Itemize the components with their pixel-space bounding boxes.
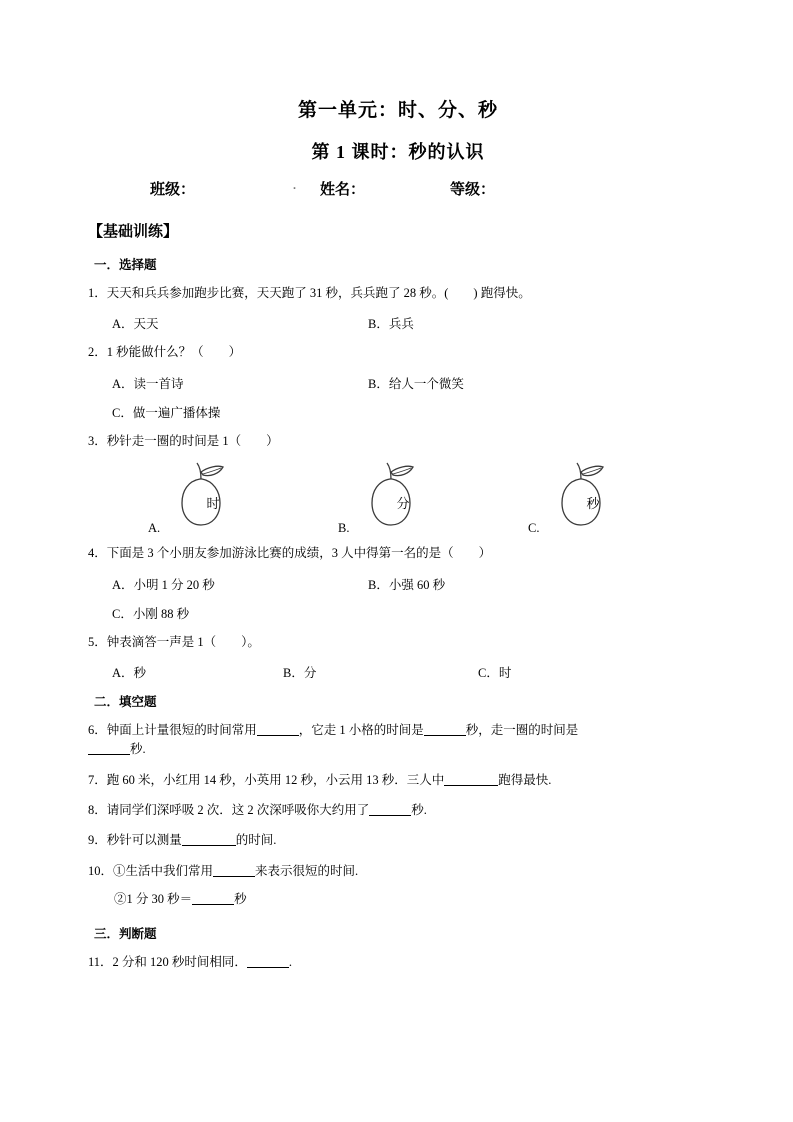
q7-blank-1[interactable] — [444, 772, 498, 786]
pear-a-character: 时 — [206, 496, 220, 512]
q7-text-part1: 7．跑 60 米，小红用 14 秒，小英用 12 秒，小云用 13 秒．三人中 — [88, 772, 445, 787]
pear-option-c[interactable] — [528, 462, 698, 536]
q1-option-a[interactable]: A．天天 — [112, 317, 159, 332]
document-content — [88, 95, 708, 983]
question-5-text: 5．钟表滴答一声是 1（ ）。 — [88, 634, 260, 649]
class-label: 班级： — [150, 182, 196, 198]
question-7 — [88, 771, 708, 790]
q11-text-part2: . — [288, 954, 293, 969]
question-6 — [88, 721, 708, 760]
pear-option-a[interactable] — [148, 462, 318, 536]
lesson-title: 第 1 课时：秒的认识 — [311, 142, 485, 162]
question-2-text: 2．1 秒能做什么？（ ） — [88, 345, 242, 360]
page-title: 第一单元：时、分、秒 — [297, 100, 498, 121]
q11-text-part1: 11．2 分和 120 秒时间相同． — [88, 954, 247, 969]
q9-blank-1[interactable] — [182, 832, 236, 846]
q6-text-part2: ，它走 1 小格的时间是 — [298, 722, 424, 737]
q1-option-b[interactable]: B．兵兵 — [368, 317, 414, 332]
part-judge-heading: 三．判断题 — [94, 926, 157, 941]
q4-option-c[interactable]: C．小刚 88 秒 — [112, 606, 190, 621]
q6-text-part4: 秒. — [130, 742, 146, 757]
q9-text-part2: 的时间. — [235, 833, 277, 848]
q8-text-part2: 秒. — [411, 803, 427, 817]
pear-c-character: 秒 — [586, 496, 600, 512]
q10-text-part2: 来表示很短的时间. — [255, 863, 359, 878]
q5-option-c[interactable]: C．时 — [478, 665, 512, 680]
q6-blank-3[interactable] — [88, 741, 130, 755]
question-8 — [88, 801, 708, 820]
question-4-text: 4．下面是 3 个小朋友参加游泳比赛的成绩，3 人中得第一名的是（ ） — [88, 546, 492, 561]
q8-blank-1[interactable] — [369, 802, 411, 816]
question-2-options-row1 — [88, 374, 708, 392]
part-choice-heading: 一．选择题 — [94, 258, 157, 272]
pear-c-label: C. — [528, 521, 540, 536]
q2-option-b[interactable]: B．给人一个微笑 — [368, 376, 464, 391]
pear-a-label: A. — [148, 521, 161, 536]
pear-b-character: 分 — [396, 496, 410, 512]
question-10 — [88, 862, 708, 910]
q6-blank-2[interactable] — [424, 722, 466, 736]
q10-blank-1[interactable] — [213, 863, 255, 877]
name-label: 姓名： — [320, 182, 366, 198]
question-9 — [88, 831, 708, 850]
q10-blank-2[interactable] — [192, 891, 234, 905]
question-5-options — [88, 663, 708, 681]
level-label: 等级： — [450, 182, 496, 198]
pear-b-label: B. — [338, 521, 350, 536]
q8-text-part1: 8．请同学们深呼吸 2 次．这 2 次深呼吸你大约用了 — [88, 803, 370, 817]
section-basic-training: 【基础训练】 — [88, 224, 179, 240]
q6-text-part1: 6．钟面上计量很短的时间常用 — [88, 722, 257, 737]
student-meta-row — [88, 178, 708, 198]
question-1-text: 1．天天和兵兵参加跑步比赛，天天跑了 31 秒，兵兵跑了 28 秒。( ) 跑得快。 — [88, 286, 531, 300]
question-3-text: 3．秒针走一圈的时间是 1（ ） — [88, 433, 279, 448]
question-3-pear-images — [88, 462, 708, 536]
stray-dot-mark: . — [293, 178, 296, 192]
q5-option-b[interactable]: B．分 — [283, 665, 317, 680]
q5-option-a[interactable]: A．秒 — [112, 665, 147, 680]
part-fill-heading: 二．填空题 — [94, 694, 157, 709]
pear-option-b[interactable] — [338, 462, 508, 536]
q4-option-b[interactable]: B．小强 60 秒 — [368, 577, 446, 592]
q7-text-part2: 跑得最快. — [498, 772, 552, 787]
q10-text-part4: 秒 — [234, 892, 247, 907]
q2-option-c[interactable]: C．做一遍广播体操 — [112, 405, 221, 420]
q9-text-part1: 9．秒针可以测量 — [88, 833, 182, 848]
q6-text-part3: 秒，走一圈的时间是 — [465, 722, 579, 737]
q10-text-part3: ②1 分 30 秒＝ — [114, 892, 193, 907]
q6-blank-1[interactable] — [257, 722, 299, 736]
q11-blank-1[interactable] — [247, 954, 289, 968]
q10-text-part1: 10．①生活中我们常用 — [88, 863, 214, 878]
question-11 — [88, 953, 708, 972]
q4-option-a[interactable]: A．小明 1 分 20 秒 — [112, 577, 215, 592]
question-4-options-row1 — [88, 575, 708, 593]
q2-option-a[interactable]: A．读一首诗 — [112, 376, 184, 391]
question-1-options — [88, 314, 708, 332]
